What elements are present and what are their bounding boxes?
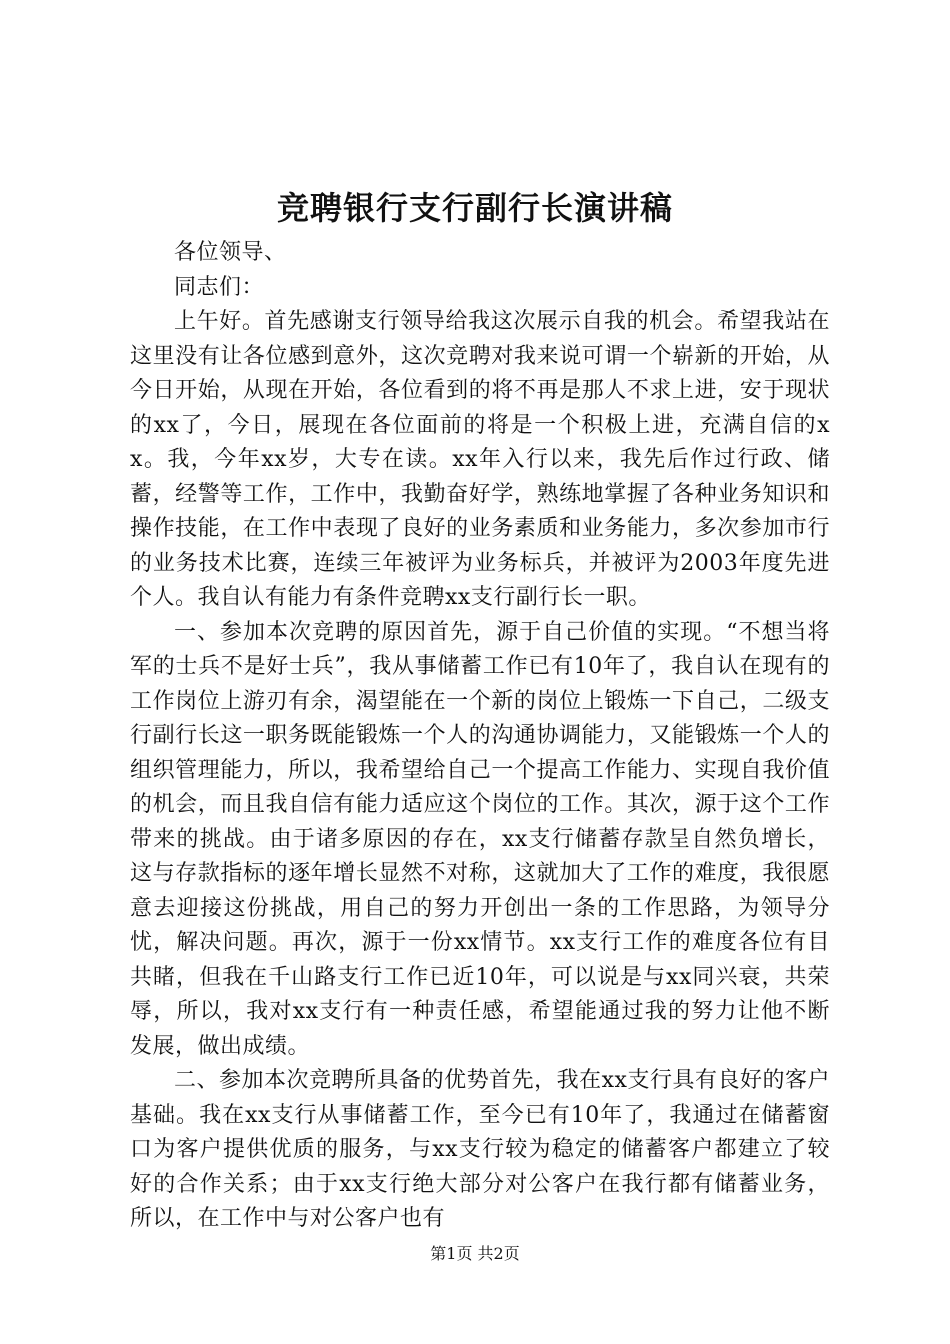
page-number-footer: 第1页 共2页 bbox=[430, 1244, 520, 1263]
document-body bbox=[130, 236, 830, 1237]
paragraph-advantages: 二、参加本次竞聘所具备的优势首先，我在xx支行具有良好的客户基础。我在xx支行从事储蓄工作，至今已有10年了，我通过在储蓄窗口为客户提供优质的服务，与xx支行较为稳定的储蓄客户都建立了较好的合作关系；由于xx支行绝大部分对公客户在我行都有储蓄业务，所以，在工作中与对公客户也有 bbox=[130, 1068, 830, 1231]
salutation-comrades: 同志们： bbox=[174, 274, 265, 300]
paragraph-reasons: 一、参加本次竞聘的原因首先，源于自己价值的实现。“不想当将军的士兵不是好士兵”，我从事储蓄工作已有10年了，我自认在现有的工作岗位上游刃有余，渴望能在一个新的岗位上锻炼一下自己，二级支行副行长这一职务既能锻炼一个人的沟通协调能力，又能锻炼一个人的组织管理能力，所以，我希望给自己一个提高工作能力、实现自我价值的机会，而且我自信有能力适应这个岗位的工作。其次，源于这个工作带来的挑战。由于诸多原因的存在，xx支行储蓄存款呈自然负增长，这与存款指标的逐年增长显然不对称，这就加大了工作的难度，我很愿意去迎接这份挑战，用自己的努力开创出一条的工作思路，为领导分忧，解决问题。再次，源于一份xx情节。xx支行工作的难度各位有目共睹，但我在千山路支行工作已近10年，可以说是与xx同兴衰，共荣辱，所以，我对xx支行有一种责任感，希望能通过我的努力让他不断发展，做出成绩。 bbox=[130, 619, 830, 1059]
salutation-leaders: 各位领导、 bbox=[174, 240, 287, 265]
document-title: 竞聘银行支行副行长演讲稿 bbox=[276, 189, 673, 227]
paragraph-introduction: 上午好。首先感谢支行领导给我这次展示自我的机会。希望我站在这里没有让各位感到意外，这次竞聘对我来说可谓一个崭新的开始，从今日开始，从现在开始，各位看到的将不再是那人不求上进，安于现状的xx了，今日，展现在各位面前的将是一个积极上进，充满自信的xx。我，今年xx岁，大专在读。xx年入行以来，我先后作过行政、储蓄，经警等工作，工作中，我勤奋好学，熟练地掌握了各种业务知识和操作技能，在工作中表现了良好的业务素质和业务能力，多次参加市行的业务技术比赛，连续三年被评为业务标兵，并被评为2003年度先进个人。我自认有能力有条件竞聘xx支行副行长一职。 bbox=[130, 309, 830, 610]
